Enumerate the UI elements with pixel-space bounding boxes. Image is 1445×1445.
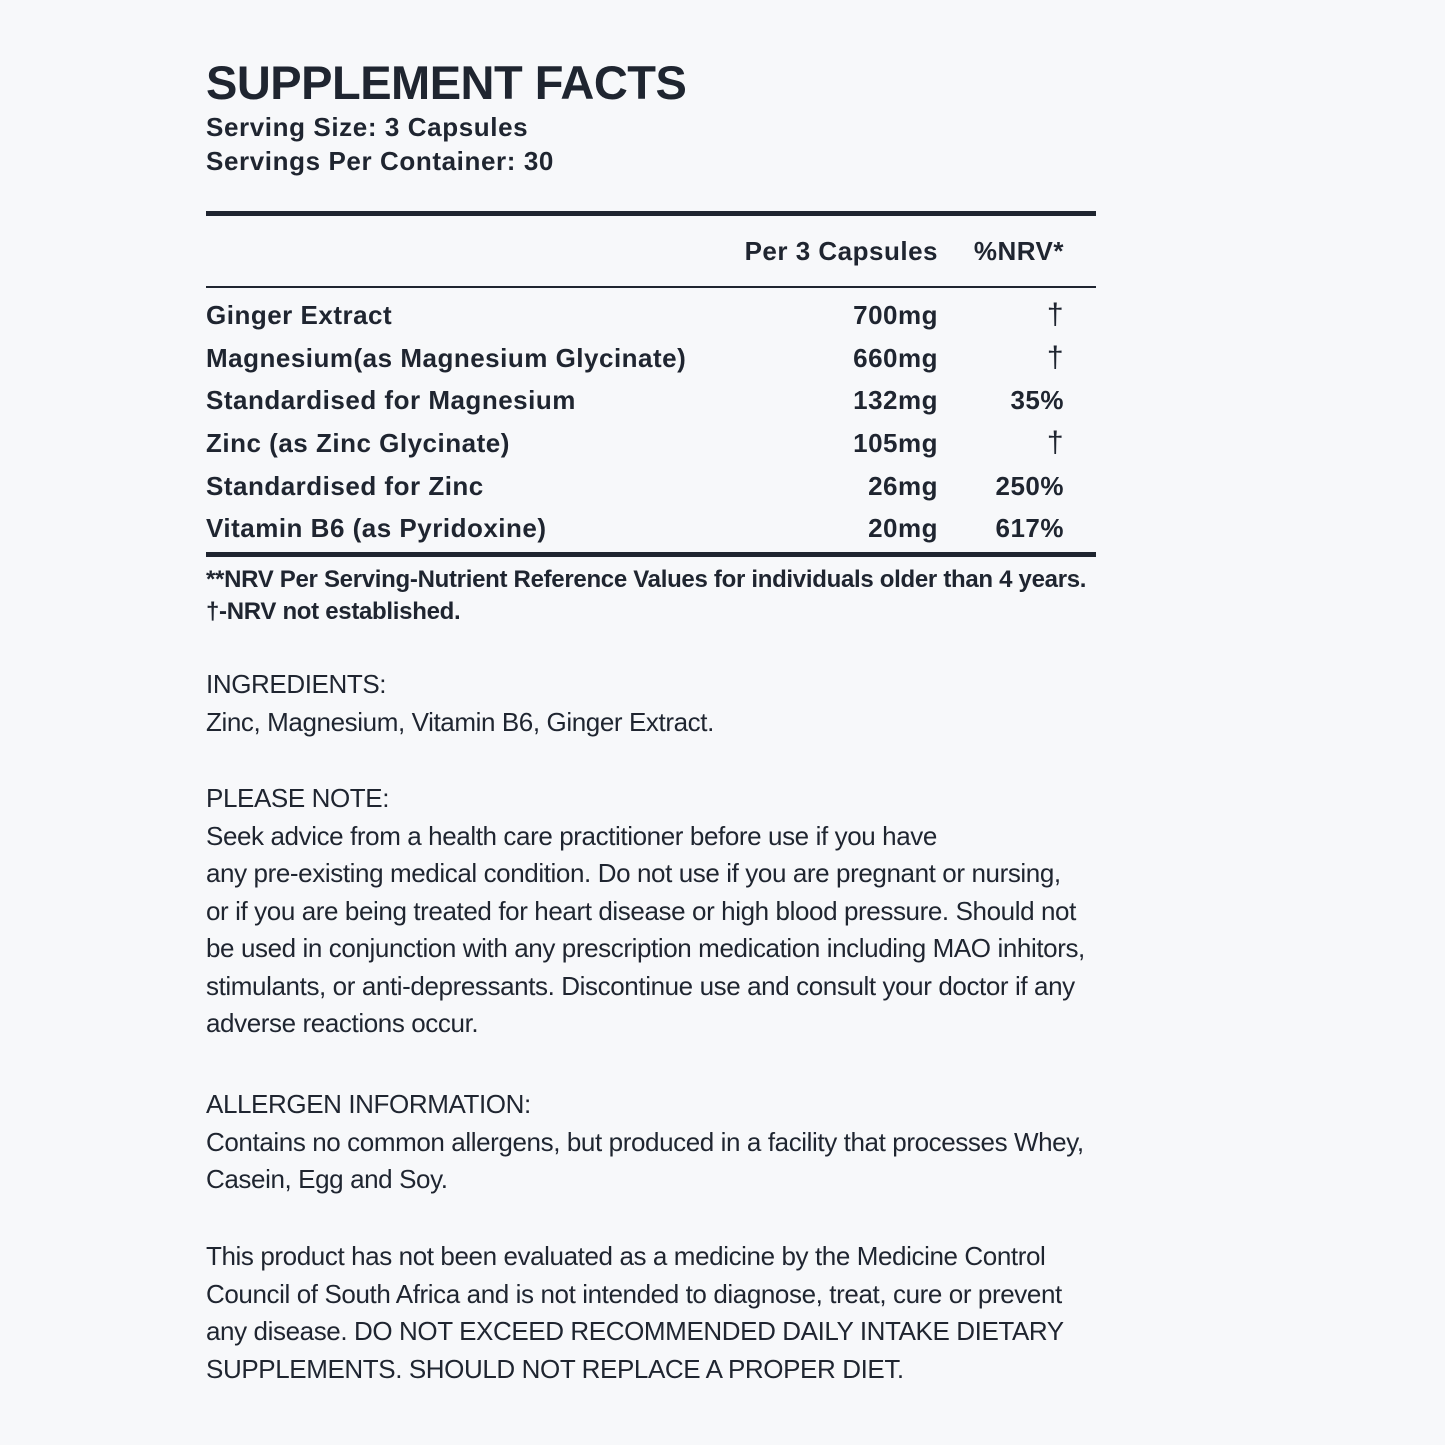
- nutrient-nrv: †: [1046, 341, 1064, 375]
- table-row: [206, 379, 1096, 422]
- disclaimer-line: This product has not been evaluated as a medicine by the Medicine Control: [206, 1241, 1046, 1271]
- nutrient-amount: 660mg: [853, 342, 938, 373]
- please-note-section: [206, 780, 1085, 1043]
- allergen-heading: ALLERGEN INFORMATION:: [206, 1089, 531, 1119]
- table-header: [206, 216, 1096, 286]
- nutrient-amount: 20mg: [868, 513, 938, 544]
- table-row: [206, 422, 1096, 465]
- facts-table: [206, 211, 1096, 557]
- nutrient-amount: 105mg: [853, 427, 938, 458]
- nutrient-name: Ginger Extract: [206, 299, 393, 330]
- nutrient-nrv: †: [1046, 426, 1064, 460]
- nutrient-amount: 26mg: [868, 470, 938, 501]
- ingredients-heading: INGREDIENTS:: [206, 669, 387, 699]
- nutrient-nrv: 250%: [995, 470, 1064, 501]
- servings-per-container: Servings Per Container: 30: [206, 146, 554, 176]
- serving-size: Serving Size: 3 Capsules: [206, 112, 529, 142]
- nutrient-name: Vitamin B6 (as Pyridoxine): [206, 513, 547, 544]
- nutrient-amount: 700mg: [853, 299, 938, 330]
- allergen-section: [206, 1086, 1084, 1199]
- ingredients-section: [206, 666, 714, 741]
- disclaimer-line: any disease. DO NOT EXCEED RECOMMENDED DAILY INTAKE DIETARY: [206, 1316, 1064, 1346]
- nutrient-name: Magnesium(as Magnesium Glycinate): [206, 342, 687, 373]
- table-row: [206, 465, 1096, 508]
- disclaimer-section: [206, 1238, 1064, 1388]
- allergen-line: Contains no common allergens, but produced in a facility that processes Whey,: [206, 1126, 1084, 1157]
- nutrient-amount: 132mg: [853, 385, 938, 416]
- nutrient-nrv: 35%: [1010, 385, 1064, 416]
- please-note-line: adverse reactions occur.: [206, 1008, 479, 1038]
- table-row: [206, 294, 1096, 337]
- header-nrv: %NRV*: [973, 235, 1064, 266]
- please-note-heading: PLEASE NOTE:: [206, 783, 390, 813]
- table-row: [206, 337, 1096, 380]
- footnotes: [206, 564, 1086, 628]
- please-note-line: or if you are being treated for heart disease or high blood pressure. Should not: [206, 895, 1076, 926]
- nutrient-nrv: †: [1046, 298, 1064, 332]
- please-note-line: Seek advice from a health care practitioner before use if you have: [206, 820, 937, 851]
- please-note-line: stimulants, or anti-depressants. Discontinue use and consult your doctor if any: [206, 970, 1075, 1001]
- footnote-dagger: †-NRV not established.: [206, 598, 461, 625]
- bottom-rule: [206, 552, 1096, 557]
- ingredients-text: Zinc, Magnesium, Vitamin B6, Ginger Extract.: [206, 706, 714, 737]
- please-note-line: be used in conjunction with any prescription medication including MAO inhitors,: [206, 933, 1085, 963]
- nutrient-name: Zinc (as Zinc Glycinate): [206, 427, 510, 458]
- table-row: [206, 507, 1096, 550]
- footnote-nrv: **NRV Per Serving-Nutrient Reference Values for individuals older than 4 years.: [206, 566, 1087, 593]
- disclaimer-line: SUPPLEMENTS. SHOULD NOT REPLACE A PROPER DIET.: [206, 1353, 904, 1384]
- page-title: SUPPLEMENT FACTS: [206, 56, 687, 109]
- header-amount: Per 3 Capsules: [744, 235, 938, 266]
- nutrient-name: Standardised for Zinc: [206, 470, 484, 501]
- supplement-label: [206, 56, 1246, 1384]
- nutrient-nrv: 617%: [995, 513, 1064, 544]
- allergen-line: Casein, Egg and Soy.: [206, 1164, 448, 1194]
- disclaimer-line: Council of South Africa and is not intended to diagnose, treat, cure or prevent: [206, 1278, 1062, 1309]
- nutrient-name: Standardised for Magnesium: [206, 385, 576, 416]
- please-note-line: any pre-existing medical condition. Do not use if you are pregnant or nursing,: [206, 858, 1061, 888]
